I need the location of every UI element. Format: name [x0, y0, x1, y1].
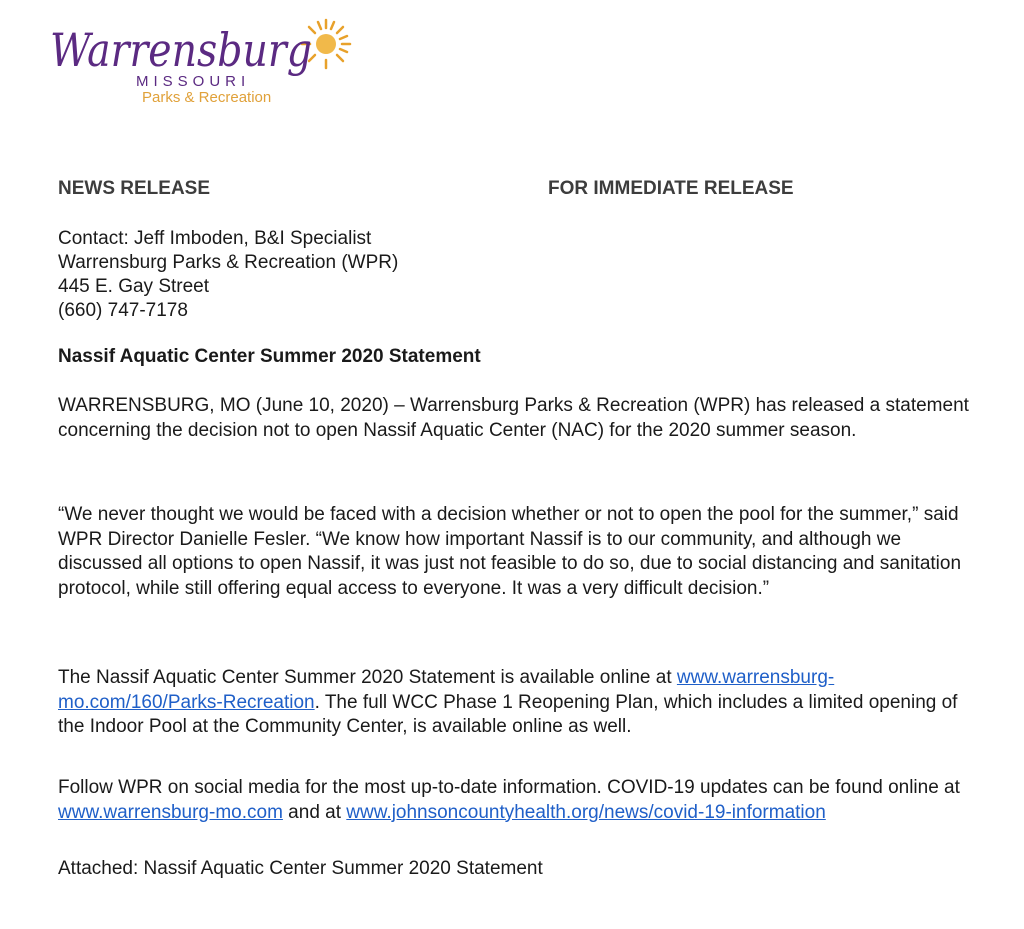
- statement-text-before: The Nassif Aquatic Center Summer 2020 Statement is available online at: [58, 667, 677, 688]
- logo-wordmark: Warrensburg: [50, 23, 312, 77]
- logo-department: Parks & Recreation: [142, 89, 272, 106]
- release-header: [58, 178, 958, 204]
- paragraph-social-media: [58, 776, 978, 825]
- attached-note: Attached: Nassif Aquatic Center Summer 2020 Statement: [58, 858, 543, 879]
- contact-address: 445 E. Gay Street: [58, 276, 210, 297]
- statement-text-after: . The full WCC Phase 1 Reopening Plan, which includes a limited opening of the Indoor Pool at the Community Center, is available online as well.: [58, 691, 958, 737]
- immediate-release-label: FOR IMMEDIATE RELEASE: [548, 178, 794, 199]
- warrensburg-parks-logo: [44, 14, 364, 114]
- paragraph-quote: “We never thought we would be faced with a decision whether or not to open the pool for the summer,” said WPR Director Danielle Fesler. “We know how important Nassif is to our community, and although we discussed all options to open Nassif, it was just not feasible to do so, due to social distancing and sanitation protocol, while still offering equal access to everyone. It was a very difficult decision.”: [58, 504, 962, 599]
- warrensburg-site-link[interactable]: www.warrensburg-mo.com: [58, 801, 283, 823]
- release-title: Nassif Aquatic Center Summer 2020 Statement: [58, 346, 481, 367]
- logo-graphic: [44, 14, 364, 114]
- contact-block: [58, 227, 398, 323]
- parks-recreation-link[interactable]: www.warrensburg-mo.com/160/Parks-Recreation: [58, 667, 835, 713]
- logo-state: MISSOURI: [136, 73, 251, 90]
- paragraph-intro: WARRENSBURG, MO (June 10, 2020) – Warrensburg Parks & Recreation (WPR) has released a statement concerning the decision not to open Nassif Aquatic Center (NAC) for the 2020 summer season.: [58, 395, 969, 441]
- social-text-before: Follow WPR on social media for the most up-to-date information. COVID-19 updates can be found online at: [58, 777, 960, 798]
- news-release-label: NEWS RELEASE: [58, 178, 211, 199]
- social-text-middle: and at: [282, 801, 347, 823]
- paragraph-statement-availability: [58, 666, 978, 740]
- county-health-link[interactable]: www.johnsoncountyhealth.org/news/covid-19-information: [346, 801, 826, 823]
- contact-organization: Warrensburg Parks & Recreation (WPR): [58, 252, 399, 273]
- contact-person: Contact: Jeff Imboden, B&I Specialist: [58, 228, 372, 249]
- contact-phone: (660) 747-7178: [58, 300, 188, 321]
